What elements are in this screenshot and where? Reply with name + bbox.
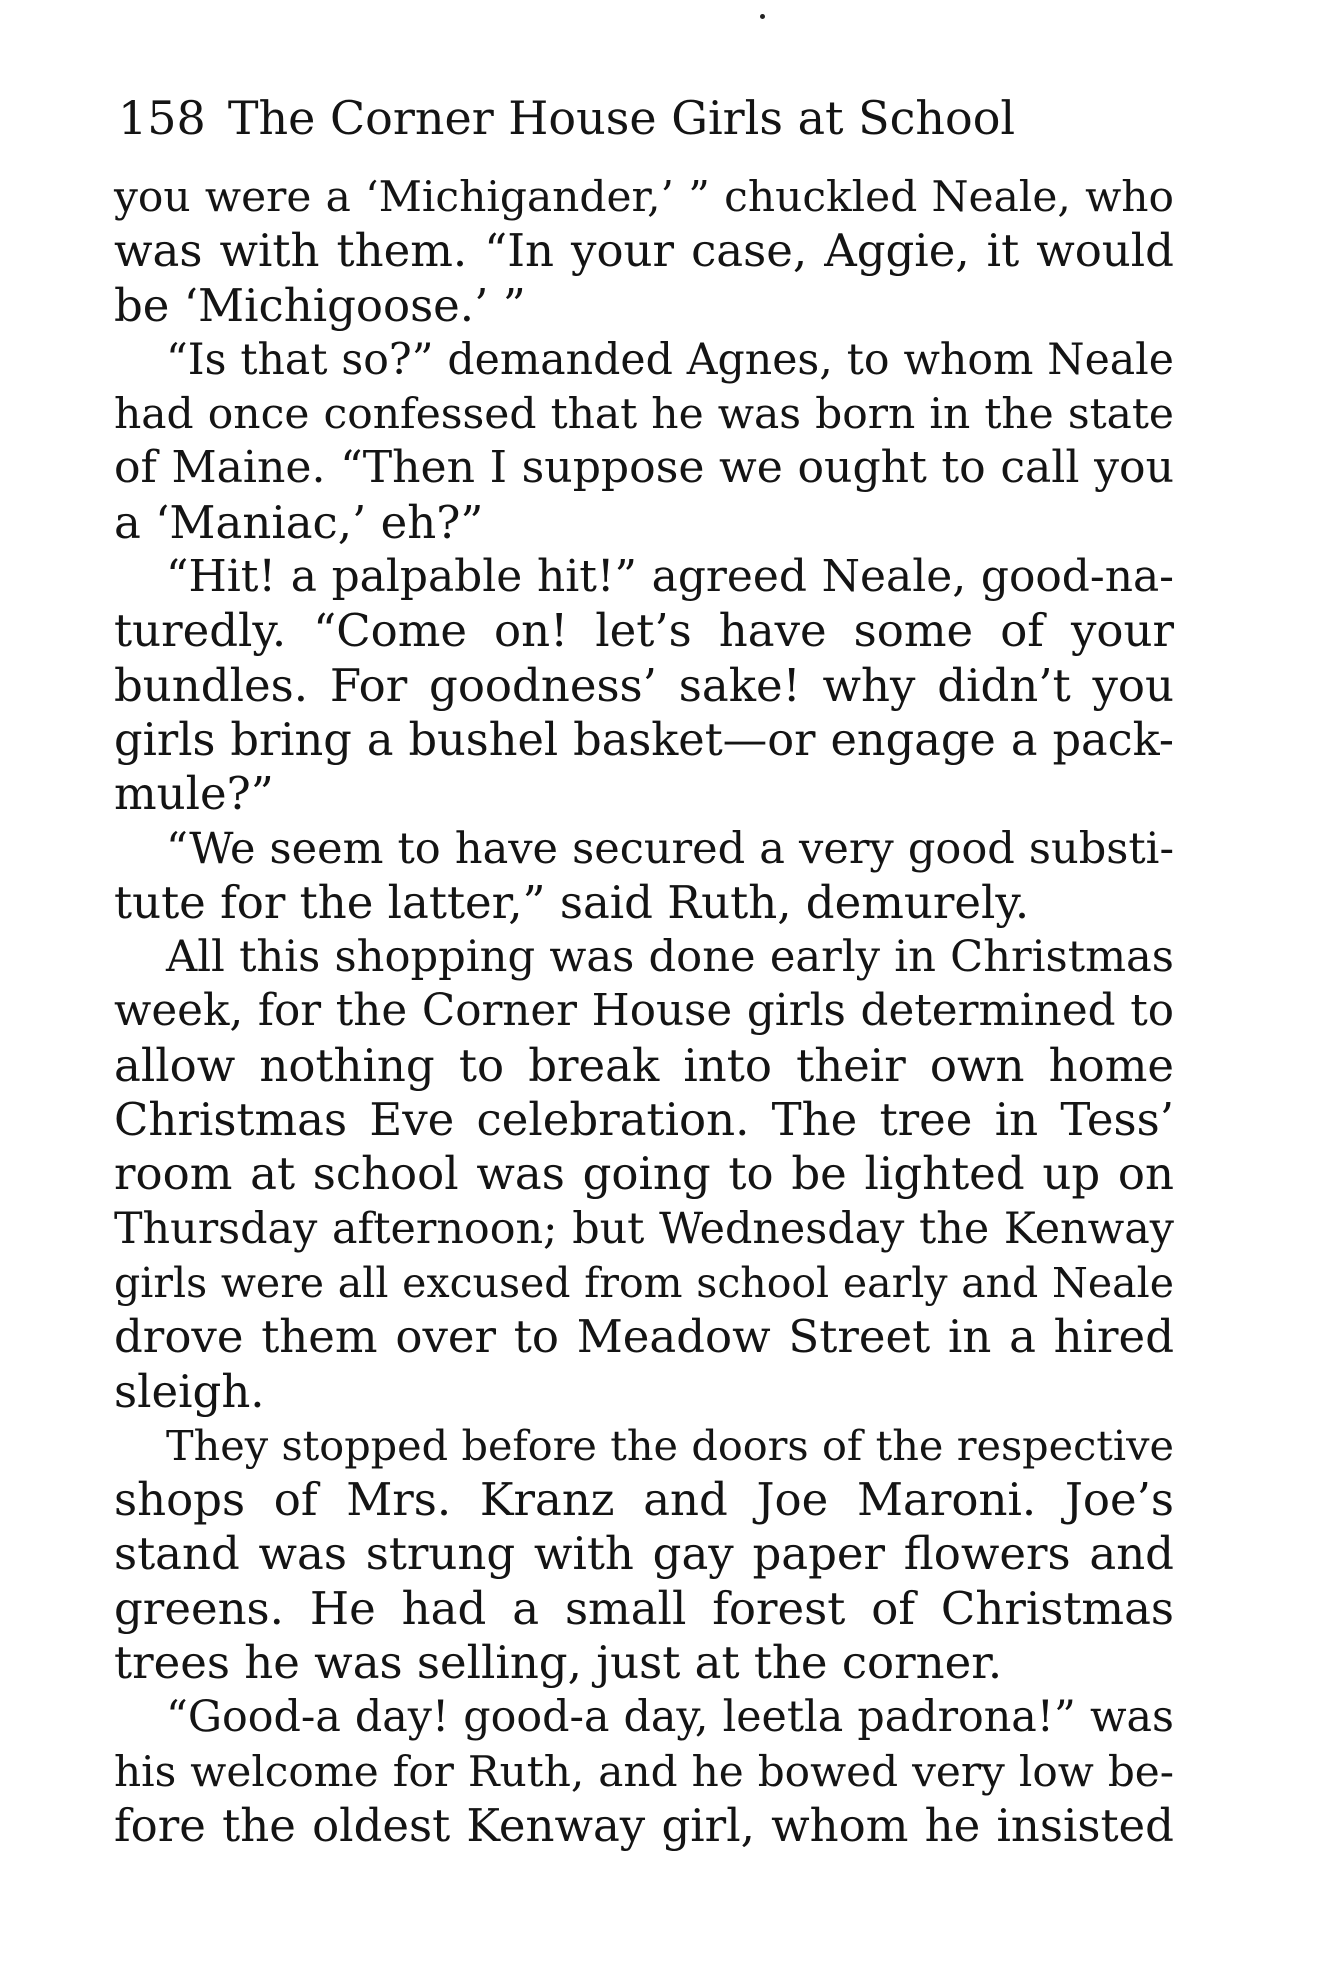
page-number: 158 [118,91,206,145]
text-line: All this shopping was done early in Christmas [166,932,1174,983]
text-line: his welcome for Ruth, and he bowed very low be- [114,1746,1174,1796]
text-line: greens. He had a small forest of Christmas [114,1581,1174,1635]
running-title: The Corner House Girls at School [227,91,1016,145]
body-text [114,170,1174,1853]
text-line: be ‘Michigoose.’ ” [114,278,526,332]
text-line: shops of Mrs. Kranz and Joe Maroni. Joe’s [114,1473,1174,1527]
text-line: had once confessed that he was born in the state [114,389,1174,439]
text-line: girls bring a bushel basket—or engage a pack- [114,713,1174,766]
text-line: mule?” [114,767,274,821]
text-line: of Maine. “Then I suppose we ought to call you [114,442,1174,494]
text-line: “Good-a day! good-a day, leetla padrona!” was [166,1692,1174,1743]
text-line: sleigh. [114,1364,265,1418]
text-line: bundles. For goodness’ sake! why didn’t you [114,658,1174,712]
text-line: you were a ‘Michigander,’ ” chuckled Neale, who [114,172,1174,221]
text-line: drove them over to Meadow Street in a hired [114,1310,1174,1364]
text-line: allow nothing to break into their own home [114,1038,1174,1092]
text-line: turedly. “Come on! let’s have some of your [114,604,1174,658]
text-line: girls were all excused from school early and Neale [114,1258,1174,1307]
text-line: a ‘Maniac,’ eh?” [114,495,484,549]
text-line: tute for the latter,” said Ruth, demurely. [114,875,1030,929]
text-line: Christmas Eve celebration. The tree in Tess’ [114,1093,1174,1147]
text-line: was with them. “In your case, Aggie, it would [114,224,1174,278]
ink-speck [760,14,765,19]
text-line: “Hit! a palpable hit!” agreed Neale, good-na- [166,551,1174,603]
text-line: Thursday afternoon; but Wednesday the Kenway [114,1203,1174,1254]
text-line: stand was strung with gay paper flowers and [114,1527,1174,1581]
text-line: “We seem to have secured a very good substi- [166,823,1174,874]
text-line: “Is that so?” demanded Agnes, to whom Neale [166,334,1174,385]
text-line: room at school was going to be lighted up on [114,1147,1174,1201]
text-line: week, for the Corner House girls determined to [114,986,1174,1037]
text-line: trees he was selling, just at the corner. [114,1636,1003,1690]
text-line: fore the oldest Kenway girl, whom he insisted [114,1798,1174,1852]
running-header [118,88,1168,148]
text-line: They stopped before the doors of the respective [166,1421,1174,1470]
